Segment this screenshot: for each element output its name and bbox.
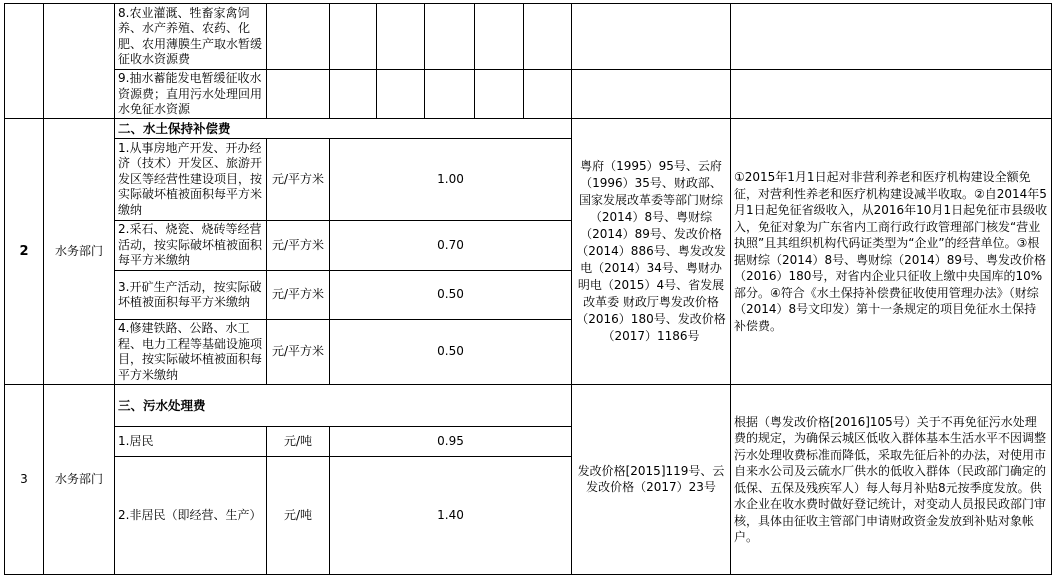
rate: 0.70	[330, 221, 572, 271]
item-name: 2.采石、烧瓷、烧砖等经营活动，按实际破坏植被面积每平方米缴纳	[115, 221, 267, 271]
policy-basis: 粤府（1995）95号、云府（1996）35号、财政部、国家发展改革委等部门财综（2014）8号、粤财综（2014）89号、发改价格（2014）886号、粤发改发电（2014）34号、粤财办明电（2015）4号、省发展改革委 财政厅粤发改价格（2016）180号、发改价格（2017）1186号	[572, 119, 731, 385]
row-number-cell	[5, 4, 44, 119]
item-name: 9.抽水蓄能发电暂缓征收水资源费；直用污水处理回用水免征水资源	[115, 70, 267, 119]
unit: 元/平方米	[267, 271, 330, 320]
item-name: 1.从事房地产开发、开办经济（技术）开发区、旅游开发区等经营性建设项目，按实际破坏植被面积每平方米缴纳	[115, 139, 267, 221]
department: 水务部门	[44, 385, 115, 575]
rate: 0.50	[330, 320, 572, 385]
row-number: 3	[5, 385, 44, 575]
item-name: 3.开矿生产活动，按实际破坏植被面积每平方米缴纳	[115, 271, 267, 320]
item-name: 2.非居民（即经营、生产）	[115, 457, 267, 575]
table-row	[5, 4, 1052, 70]
remarks: 根据（粤发改价格[2016]105号）关于不再免征污水处理费的规定，为确保云城区低收入群体基本生活水平不因调整污水处理收费标准而降低，采取先征后补的办法，对使用市自来水公司及云硫水厂供水的低收入群体（民政部门确定的低保、五保及残疾军人）每人每月补贴8元按季度发放。供水企业在收水费时做好登记统计，对变动人员报民政部门审核，具体由征收主管部门申请财政资金发放到补贴对象帐户。	[731, 385, 1052, 575]
department-cell	[44, 4, 115, 119]
section-title: 三、污水处理费	[115, 385, 572, 427]
table-row	[5, 119, 1052, 139]
item-name: 4.修建铁路、公路、水工程、电力工程等基础设施项目，按实际破坏植被面积每平方米缴纳	[115, 320, 267, 385]
fee-table	[4, 3, 1052, 575]
table-row	[5, 70, 1052, 119]
unit: 元/吨	[267, 457, 330, 575]
unit: 元/平方米	[267, 320, 330, 385]
policy-basis: 发改价格[2015]119号、云发改价格（2017）23号	[572, 385, 731, 575]
rate: 0.50	[330, 271, 572, 320]
unit: 元/平方米	[267, 221, 330, 271]
row-number: 2	[5, 119, 44, 385]
unit: 元/平方米	[267, 139, 330, 221]
rate: 1.40	[330, 457, 572, 575]
rate: 0.95	[330, 427, 572, 457]
unit: 元/吨	[267, 427, 330, 457]
item-name: 1.居民	[115, 427, 267, 457]
remarks: ①2015年1月1日起对非营利养老和医疗机构建设全额免征，对营利性养老和医疗机构建设减半收取。②自2014年5月1日起免征省级收入，从2016年10月1日起免征市县级收入，免征对象为广东省内工商行政行政管理部门核发“营业执照”且其组织机构代码证类型为“企业”的经营单位。③根据财综（2014）8号、粤财综（2014）89号、粤发改价格（2016）180号，对省内企业只征收上缴中央国库的10%部分。④符合《水土保持补偿费征收使用管理办法》（财综（2014）8号文印发）第十一条规定的项目免征水土保持补偿费。	[731, 119, 1052, 385]
item-name: 8.农业灌溉、牲畜家禽饲养、水产养殖、农药、化肥、农用薄膜生产取水暂缓征收水资源费	[115, 4, 267, 70]
department: 水务部门	[44, 119, 115, 385]
rate: 1.00	[330, 139, 572, 221]
table-row	[5, 385, 1052, 427]
section-title: 二、水土保持补偿费	[115, 119, 572, 139]
